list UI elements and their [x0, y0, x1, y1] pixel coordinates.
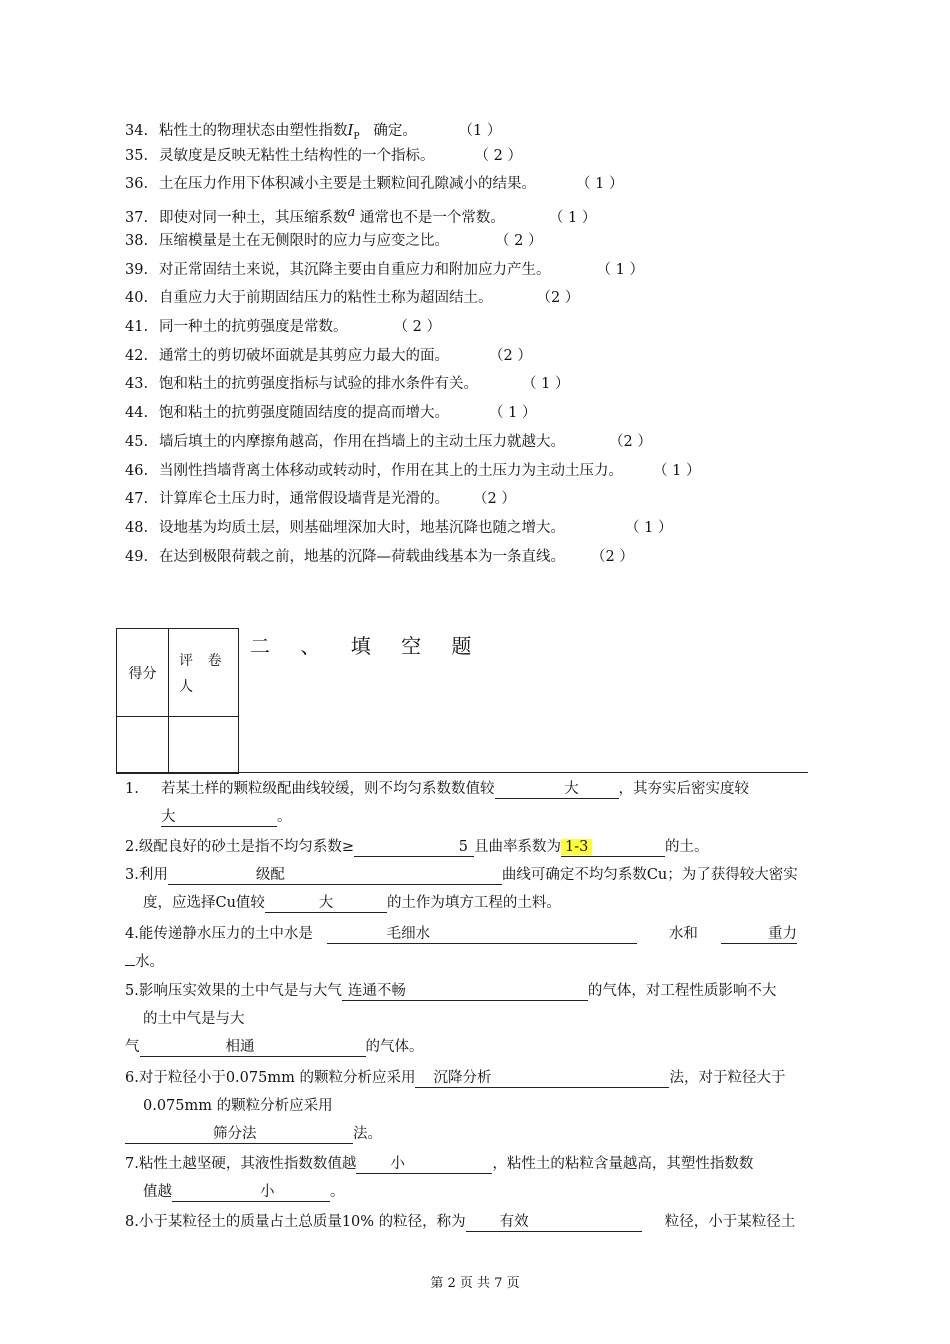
answer-blank: 毛细水	[327, 925, 637, 944]
tf-item-39: 39. 对正常固结土来说，其沉降主要由自重应力和附加应力产生。 （ 1 ）	[125, 262, 644, 278]
fill-question-3: 3.利用 级配 曲线可确定不均匀系数Cu；为了获得较大密实 度，应选择Cu值较 大 的土作为填方工程的土料。	[125, 867, 798, 911]
answer-blank: 有效	[466, 1213, 642, 1232]
answer-blank: 小	[356, 1155, 492, 1174]
tf-item-43: 43. 饱和粘土的抗剪强度指标与试验的排水条件有关。 （ 1 ）	[125, 376, 570, 392]
fill-question-1: 1. 若某土样的颗粒级配曲线较缓，则不均匀系数数值较 大 ，其夯实后密实度较 大 。	[125, 781, 749, 825]
reviewer-cell[interactable]	[169, 717, 239, 774]
section-title: 二 、 填 空 题	[250, 634, 484, 658]
tf-item-35: 35. 灵敏度是反映无粘性土结构性的一个指标。 （ 2 ）	[125, 148, 522, 164]
tf-item-49: 49. 在达到极限荷载之前，地基的沉降—荷载曲线基本为一条直线。 （2 ）	[125, 549, 634, 565]
tf-item-45: 45. 墙后填土的内摩擦角越高，作用在挡墙上的主动土压力就越大。 （2 ）	[125, 434, 652, 450]
tf-item-40: 40. 自重应力大于前期固结压力的粘性土称为超固结土。 （2 ）	[125, 290, 580, 306]
a-symbol: a	[347, 205, 356, 220]
tf-item-34: 34. 粘性土的物理状态由塑性指数$I_P$ 确定。 （1 ）	[125, 121, 502, 142]
reviewer-label: 评 卷 人	[169, 629, 239, 717]
answer-blank: 大	[265, 894, 387, 913]
answer-blank: 大	[161, 808, 277, 827]
score-table	[116, 628, 239, 774]
tf-item-42: 42. 通常土的剪切破坏面就是其剪应力最大的面。 （2 ）	[125, 348, 532, 364]
fill-question-8: 8.小于某粒径土的质量占土总质量10% 的粒径，称为 有效 粒径，小于某粒径土	[125, 1214, 796, 1230]
answer-blank: 连通不畅	[342, 982, 588, 1001]
tf-item-37: 37. 即使对同一种土，其压缩系数a 通常也不是一个常数。 （ 1 ）	[125, 205, 597, 226]
fill-question-2: 2.级配良好的砂土是指不均匀系数≥ 5 且曲率系数为 1-3 的土。	[125, 839, 709, 855]
ip-symbol: $I_P$	[347, 121, 360, 142]
answer-blank: 筛分法	[125, 1125, 353, 1144]
tf-item-36: 36. 土在压力作用下体积减小主要是土颗粒间孔隙减小的结果。 （ 1 ）	[125, 176, 624, 192]
answer-blank: 沉降分析	[415, 1069, 669, 1088]
tf-item-48: 48. 设地基为均质土层，则基础埋深加大时，地基沉降也随之增大。 （ 1 ）	[125, 520, 673, 536]
score-cell[interactable]	[117, 717, 169, 774]
fill-question-7: 7.粘性土越坚硬，其液性指数数值越 小 ，粘性土的粘粒含量越高，其塑性指数数 值越 小 。	[125, 1156, 754, 1200]
tf-item-46: 46. 当刚性挡墙背离土体移动或转动时，作用在其上的土压力为主动土压力。 （ 1 ）	[125, 463, 701, 479]
tf-item-47: 47. 计算库仑土压力时，通常假设墙背是光滑的。 （2 ）	[125, 491, 516, 507]
tf-item-41: 41. 同一种土的抗剪强度是常数。 （ 2 ）	[125, 319, 441, 335]
fill-question-5: 5.影响压实效果的土中气是与大气 连通不畅 的气体，对工程性质影响不大 的土中气是与大 气 相通 的气体。	[125, 983, 777, 1055]
answer-blank: 相通	[140, 1038, 366, 1057]
fill-question-4: 4.能传递静水压力的土中水是 毛细水 水和 重力 水。	[125, 926, 797, 970]
answer-blank: 重力	[721, 925, 797, 944]
answer-blank: 1-3	[561, 838, 665, 857]
answer-blank: 5	[354, 838, 474, 857]
score-label: 得分	[117, 629, 169, 717]
answer-blank: 大	[495, 780, 619, 799]
fill-question-6: 6.对于粒径小于0.075mm 的颗粒分析应采用 沉降分析 法，对于粒径大于 0.075mm 的颗粒分析应采用 筛分法 法。	[125, 1070, 786, 1142]
answer-blank: 级配	[168, 866, 502, 885]
tf-item-38: 38. 压缩模量是土在无侧限时的应力与应变之比。 （ 2 ）	[125, 233, 543, 249]
section-divider	[116, 772, 808, 773]
answer-blank: 小	[172, 1183, 330, 1202]
tf-item-44: 44. 饱和粘土的抗剪强度随固结度的提高而增大。 （ 1 ）	[125, 405, 537, 421]
page-footer: 第 2 页 共 7 页	[430, 1276, 520, 1291]
